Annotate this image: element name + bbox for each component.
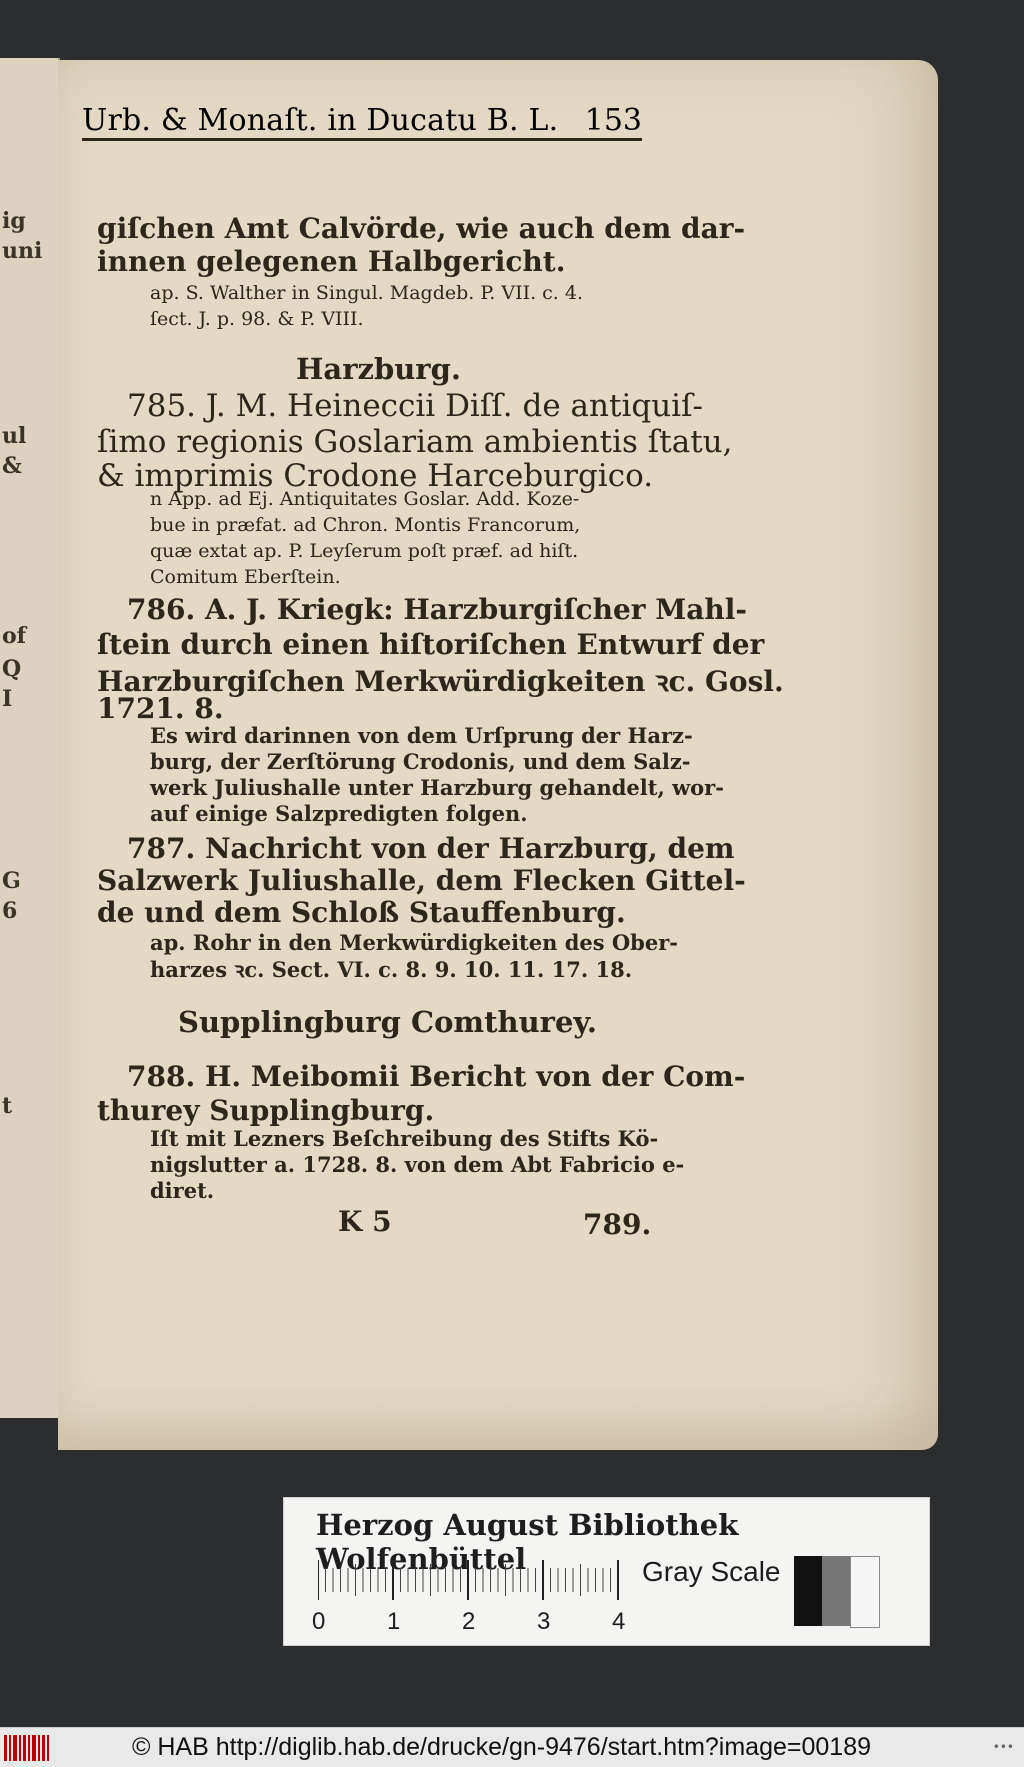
- margin-fragment: &: [2, 453, 22, 479]
- text-line: auf einige Salzpredigten folgen.: [150, 801, 528, 826]
- margin-fragment: t: [2, 1093, 13, 1119]
- gray-scale-label: Gray Scale: [642, 1556, 781, 1587]
- text-line: thurey Supplingburg.: [97, 1094, 435, 1127]
- ruler-number: 4: [612, 1608, 626, 1635]
- text-line: Es wird darinnen von dem Urſprung der Harz-: [150, 723, 693, 748]
- text-line: giſchen Amt Calvörde, wie auch dem dar-: [97, 212, 746, 245]
- more-menu-icon[interactable]: •••: [992, 1740, 1014, 1754]
- text-line: nigslutter a. 1728. 8. von dem Abt Fabricio e-: [150, 1152, 685, 1177]
- ruler: [318, 1558, 628, 1602]
- section-heading: Supplingburg Comthurey.: [178, 1005, 598, 1039]
- margin-fragment: Q: [2, 656, 22, 682]
- ruler-number: 1: [387, 1608, 401, 1635]
- text-line: innen gelegenen Halbgericht.: [97, 245, 566, 278]
- margin-fragment: ig: [2, 208, 26, 234]
- ruler-number: 2: [462, 1608, 476, 1635]
- margin-fragment: G: [2, 868, 21, 894]
- text-line: ap. Rohr in den Merkwürdigkeiten des Ober-: [150, 930, 678, 955]
- swatch-white: [850, 1556, 880, 1628]
- swatch-gray: [822, 1556, 850, 1626]
- text-line: n App. ad Ej. Antiquitates Goslar. Add. Koze-: [150, 488, 580, 510]
- text-line: quæ extat ap. P. Leyſerum poſt præf. ad hiſt.: [150, 540, 579, 562]
- margin-fragment: 6: [2, 898, 18, 924]
- entry-title: 787. Nachricht von der Harzburg, dem: [127, 832, 735, 865]
- text-line: Comitum Eberſtein.: [150, 566, 341, 588]
- margin-fragment: ul: [2, 423, 27, 449]
- margin-fragment: I: [2, 686, 13, 712]
- text-line: diret.: [150, 1178, 215, 1203]
- text-line: de und dem Schloß Stauffenburg.: [97, 896, 626, 929]
- ruler-number: 0: [312, 1608, 326, 1635]
- section-heading: Harzburg.: [296, 352, 461, 386]
- text-line: ſtein durch einen hiſtoriſchen Entwurf der: [97, 628, 765, 661]
- footer-bar: [0, 1727, 1024, 1767]
- running-head: [82, 90, 642, 141]
- text-line: ſect. J. p. 98. & P. VIII.: [150, 308, 364, 330]
- text-line: 1721. 8.: [97, 692, 224, 725]
- margin-fragment: uni: [2, 238, 43, 264]
- text-line: Salzwerk Juliushalle, dem Flecken Gittel-: [97, 864, 746, 897]
- ruler-number: 3: [537, 1608, 551, 1635]
- text-line: & imprimis Crodone Harceburgico.: [97, 458, 654, 494]
- text-line: ſimo regionis Goslariam ambientis ſtatu,: [97, 424, 733, 460]
- entry-title: 786. A. J. Kriegk: Harzburgiſcher Mahl-: [127, 593, 748, 626]
- card-title: Herzog August Bibliothek Wolfenbüttel: [316, 1508, 739, 1576]
- text-line: harzes ꝛc. Sect. VI. c. 8. 9. 10. 11. 17. 18.: [150, 957, 633, 982]
- text-line: Iſt mit Lezners Beſchreibung des Stifts Kö-: [150, 1126, 659, 1151]
- text-line: werk Juliushalle unter Harzburg gehandelt, wor-: [150, 775, 724, 800]
- page-number: 153: [584, 103, 642, 138]
- running-head-title: Urb. & Monaſt. in Ducatu B. L.: [82, 103, 559, 138]
- swatch-black: [794, 1556, 822, 1626]
- permalink-text[interactable]: © HAB http://diglib.hab.de/drucke/gn-9476/start.htm?image=00189: [132, 1733, 872, 1761]
- facing-page-edge: [0, 58, 60, 1418]
- text-line: bue in præfat. ad Chron. Montis Francorum,: [150, 514, 581, 536]
- entry-title: 785. J. M. Heineccii Diſſ. de antiquiſ-: [127, 388, 704, 424]
- entry-title: 788. H. Meibomii Bericht von der Com-: [127, 1060, 746, 1093]
- catchword: 789.: [583, 1208, 652, 1241]
- barcode-icon: [4, 1735, 50, 1761]
- text-line: ap. S. Walther in Singul. Magdeb. P. VII. c. 4.: [150, 282, 584, 304]
- margin-fragment: of: [2, 623, 27, 649]
- signature-mark: K 5: [338, 1205, 392, 1238]
- color-calibration-card: [283, 1497, 930, 1646]
- text-line: burg, der Zerſtörung Crodonis, und dem Salz-: [150, 749, 691, 774]
- text-line: Harzburgiſchen Merkwürdigkeiten ꝛc. Gosl.: [97, 665, 784, 698]
